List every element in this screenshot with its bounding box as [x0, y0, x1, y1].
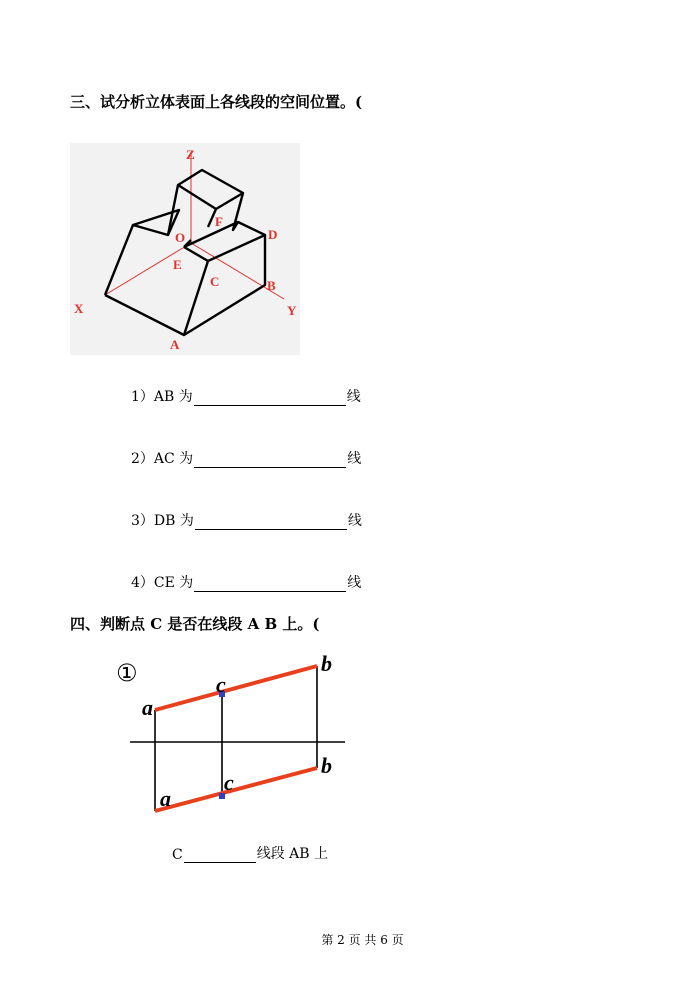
item-prefix: 4）CE 为 — [131, 575, 194, 591]
segment-ab-bottom — [155, 768, 317, 811]
item-prefix: 3）DB 为 — [131, 513, 194, 529]
answer-blank[interactable] — [194, 577, 346, 592]
label-x: X — [74, 301, 84, 316]
answer-line — [172, 843, 328, 863]
label-e: E — [173, 257, 182, 272]
label-a: A — [170, 337, 180, 352]
answer-suffix: 线段 AB 上 — [256, 846, 329, 862]
label-a-bottom: a — [160, 786, 171, 811]
answer-blank[interactable] — [194, 391, 346, 406]
question-item-1 — [131, 386, 361, 406]
item-suffix: 线 — [347, 451, 362, 467]
label-y: Y — [287, 303, 297, 318]
label-c-bottom: c — [224, 770, 234, 795]
item-suffix: 线 — [347, 575, 362, 591]
label-c-top: c — [216, 672, 226, 697]
label-d: D — [268, 227, 278, 242]
segment-ab-top — [155, 666, 317, 710]
figure-number: ① — [116, 659, 138, 687]
answer-blank[interactable] — [195, 515, 347, 530]
item-prefix: 2）AC 为 — [131, 451, 194, 467]
label-f: F — [215, 214, 223, 229]
solid-isometric-figure — [70, 143, 300, 355]
segments — [155, 666, 317, 811]
answer-blank[interactable] — [194, 453, 346, 468]
projection-figure — [110, 645, 360, 825]
answer-prefix: C — [172, 847, 183, 863]
label-a-top: a — [142, 695, 153, 720]
answer-blank[interactable] — [184, 848, 256, 863]
question-item-2 — [131, 448, 361, 468]
label-z: Z — [186, 147, 195, 162]
item-suffix: 线 — [346, 389, 361, 405]
projection-labels — [142, 651, 332, 811]
label-c: C — [210, 274, 220, 289]
section-4-heading: 四、判断点 C 是否在线段 A B 上。( — [70, 615, 320, 633]
label-b-bottom: b — [321, 753, 332, 778]
label-o: O — [175, 230, 186, 245]
question-item-4 — [131, 572, 361, 592]
page-footer: 第 2 页 共 6 页 — [321, 933, 404, 947]
item-prefix: 1）AB 为 — [131, 389, 193, 405]
item-suffix: 线 — [347, 513, 362, 529]
section-3-heading: 三、试分析立体表面上各线段的空间位置。( — [70, 93, 363, 111]
label-b-top: b — [321, 651, 332, 676]
label-b: B — [267, 278, 276, 293]
question-item-3 — [131, 510, 362, 530]
